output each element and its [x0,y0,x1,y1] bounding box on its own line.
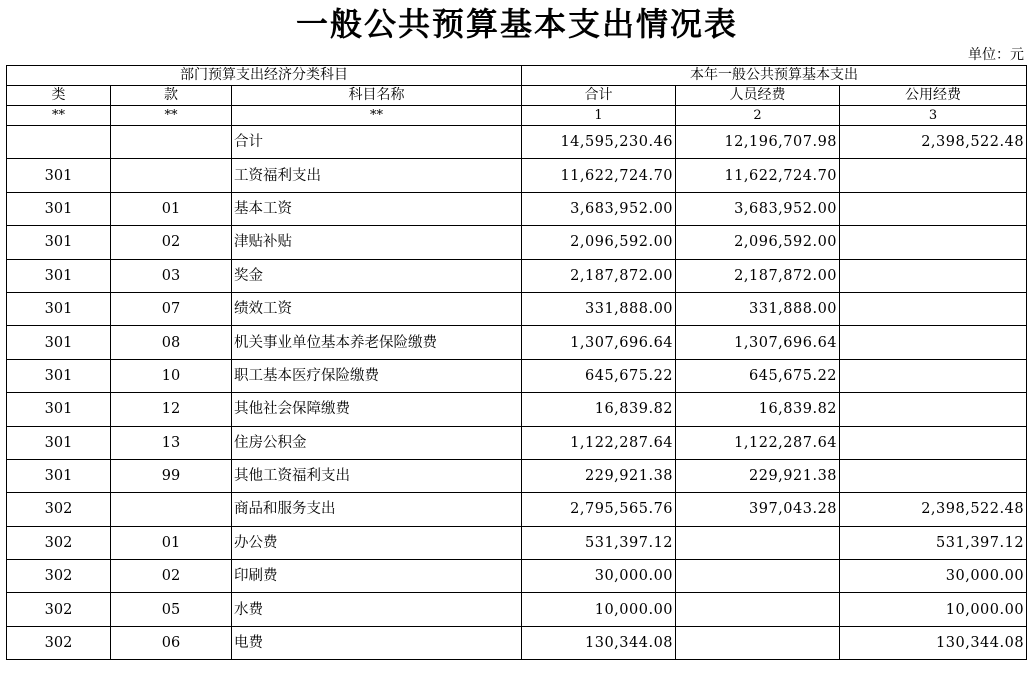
cell-personnel: 645,675.22 [676,359,840,392]
table-row [7,593,1027,626]
cell-subject-name: 电费 [232,626,522,659]
cell-lei: 302 [7,526,111,559]
cell-lei: 302 [7,593,111,626]
header-group-classification: 部门预算支出经济分类科目 [7,66,522,86]
cell-kuan: 12 [111,393,232,426]
header-row-codes [7,106,1027,126]
cell-total: 2,795,565.76 [522,493,676,526]
cell-total: 3,683,952.00 [522,192,676,225]
cell-personnel: 2,187,872.00 [676,259,840,292]
cell-public: 531,397.12 [840,526,1027,559]
cell-subject-name: 津贴补贴 [232,226,522,259]
unit-label: 单位：元 [968,47,1024,63]
cell-public: 10,000.00 [840,593,1027,626]
cell-total: 30,000.00 [522,560,676,593]
cell-kuan [111,159,232,192]
cell-personnel: 3,683,952.00 [676,192,840,225]
cell-public: 30,000.00 [840,560,1027,593]
cell-public [840,159,1027,192]
cell-public [840,459,1027,492]
cell-subject-name: 合计 [232,126,522,159]
cell-public: 130,344.08 [840,626,1027,659]
table-row [7,626,1027,659]
cell-subject-name: 水费 [232,593,522,626]
cell-lei: 301 [7,192,111,225]
code-public: 3 [840,106,1027,126]
cell-total: 130,344.08 [522,626,676,659]
cell-kuan: 99 [111,459,232,492]
cell-subject-name: 商品和服务支出 [232,493,522,526]
header-public: 公用经费 [840,86,1027,106]
cell-public [840,426,1027,459]
cell-public [840,359,1027,392]
cell-kuan: 02 [111,226,232,259]
cell-personnel: 11,622,724.70 [676,159,840,192]
cell-subject-name: 奖金 [232,259,522,292]
table-row [7,426,1027,459]
cell-total: 10,000.00 [522,593,676,626]
header-kuan: 款 [111,86,232,106]
cell-lei: 302 [7,493,111,526]
cell-lei: 301 [7,326,111,359]
cell-lei: 301 [7,393,111,426]
cell-total: 2,187,872.00 [522,259,676,292]
cell-lei: 301 [7,159,111,192]
cell-subject-name: 机关事业单位基本养老保险缴费 [232,326,522,359]
code-subject-name: ** [232,106,522,126]
cell-kuan: 07 [111,292,232,325]
code-kuan: ** [111,106,232,126]
cell-total: 531,397.12 [522,526,676,559]
cell-personnel [676,560,840,593]
cell-total: 331,888.00 [522,292,676,325]
header-row-group [7,66,1027,86]
cell-total: 11,622,724.70 [522,159,676,192]
header-total: 合计 [522,86,676,106]
table-row [7,192,1027,225]
header-lei: 类 [7,86,111,106]
cell-personnel [676,526,840,559]
code-personnel: 2 [676,106,840,126]
cell-kuan: 13 [111,426,232,459]
cell-public [840,326,1027,359]
cell-public: 2,398,522.48 [840,493,1027,526]
cell-lei [7,126,111,159]
cell-personnel: 397,043.28 [676,493,840,526]
header-group-basic-expenditure: 本年一般公共预算基本支出 [522,66,1027,86]
code-total: 1 [522,106,676,126]
header-personnel: 人员经费 [676,86,840,106]
cell-personnel [676,593,840,626]
cell-total: 1,307,696.64 [522,326,676,359]
cell-personnel: 1,122,287.64 [676,426,840,459]
cell-lei: 301 [7,459,111,492]
cell-personnel: 12,196,707.98 [676,126,840,159]
cell-subject-name: 绩效工资 [232,292,522,325]
table-row [7,326,1027,359]
cell-total: 16,839.82 [522,393,676,426]
cell-subject-name: 其他社会保障缴费 [232,393,522,426]
cell-kuan: 01 [111,192,232,225]
table-row [7,292,1027,325]
cell-subject-name: 住房公积金 [232,426,522,459]
cell-kuan [111,493,232,526]
cell-kuan: 01 [111,526,232,559]
cell-kuan: 10 [111,359,232,392]
cell-subject-name: 其他工资福利支出 [232,459,522,492]
table-row [7,226,1027,259]
cell-personnel: 331,888.00 [676,292,840,325]
cell-total: 1,122,287.64 [522,426,676,459]
cell-kuan [111,126,232,159]
table-row [7,359,1027,392]
cell-subject-name: 基本工资 [232,192,522,225]
cell-subject-name: 工资福利支出 [232,159,522,192]
cell-personnel: 1,307,696.64 [676,326,840,359]
cell-kuan: 03 [111,259,232,292]
cell-total: 229,921.38 [522,459,676,492]
cell-total: 645,675.22 [522,359,676,392]
header-row-columns [7,86,1027,106]
cell-kuan: 08 [111,326,232,359]
cell-public [840,192,1027,225]
cell-subject-name: 办公费 [232,526,522,559]
expenditure-table [6,65,1027,660]
cell-personnel: 16,839.82 [676,393,840,426]
cell-public [840,259,1027,292]
cell-subject-name: 印刷费 [232,560,522,593]
cell-lei: 302 [7,560,111,593]
cell-total: 2,096,592.00 [522,226,676,259]
cell-lei: 301 [7,359,111,392]
table-row [7,526,1027,559]
cell-subject-name: 职工基本医疗保险缴费 [232,359,522,392]
table-row [7,393,1027,426]
header-subject-name: 科目名称 [232,86,522,106]
cell-personnel: 229,921.38 [676,459,840,492]
cell-public [840,393,1027,426]
cell-kuan: 05 [111,593,232,626]
cell-lei: 302 [7,626,111,659]
table-row [7,560,1027,593]
page-title: 一般公共预算基本支出情况表 [295,5,738,43]
table-row [7,126,1027,159]
cell-kuan: 06 [111,626,232,659]
table-row [7,459,1027,492]
cell-lei: 301 [7,226,111,259]
cell-total: 14,595,230.46 [522,126,676,159]
cell-kuan: 02 [111,560,232,593]
cell-personnel [676,626,840,659]
table-row [7,493,1027,526]
table-row [7,259,1027,292]
cell-personnel: 2,096,592.00 [676,226,840,259]
cell-public [840,226,1027,259]
cell-public [840,292,1027,325]
table-row [7,159,1027,192]
cell-lei: 301 [7,426,111,459]
code-lei: ** [7,106,111,126]
cell-lei: 301 [7,292,111,325]
cell-public: 2,398,522.48 [840,126,1027,159]
cell-lei: 301 [7,259,111,292]
